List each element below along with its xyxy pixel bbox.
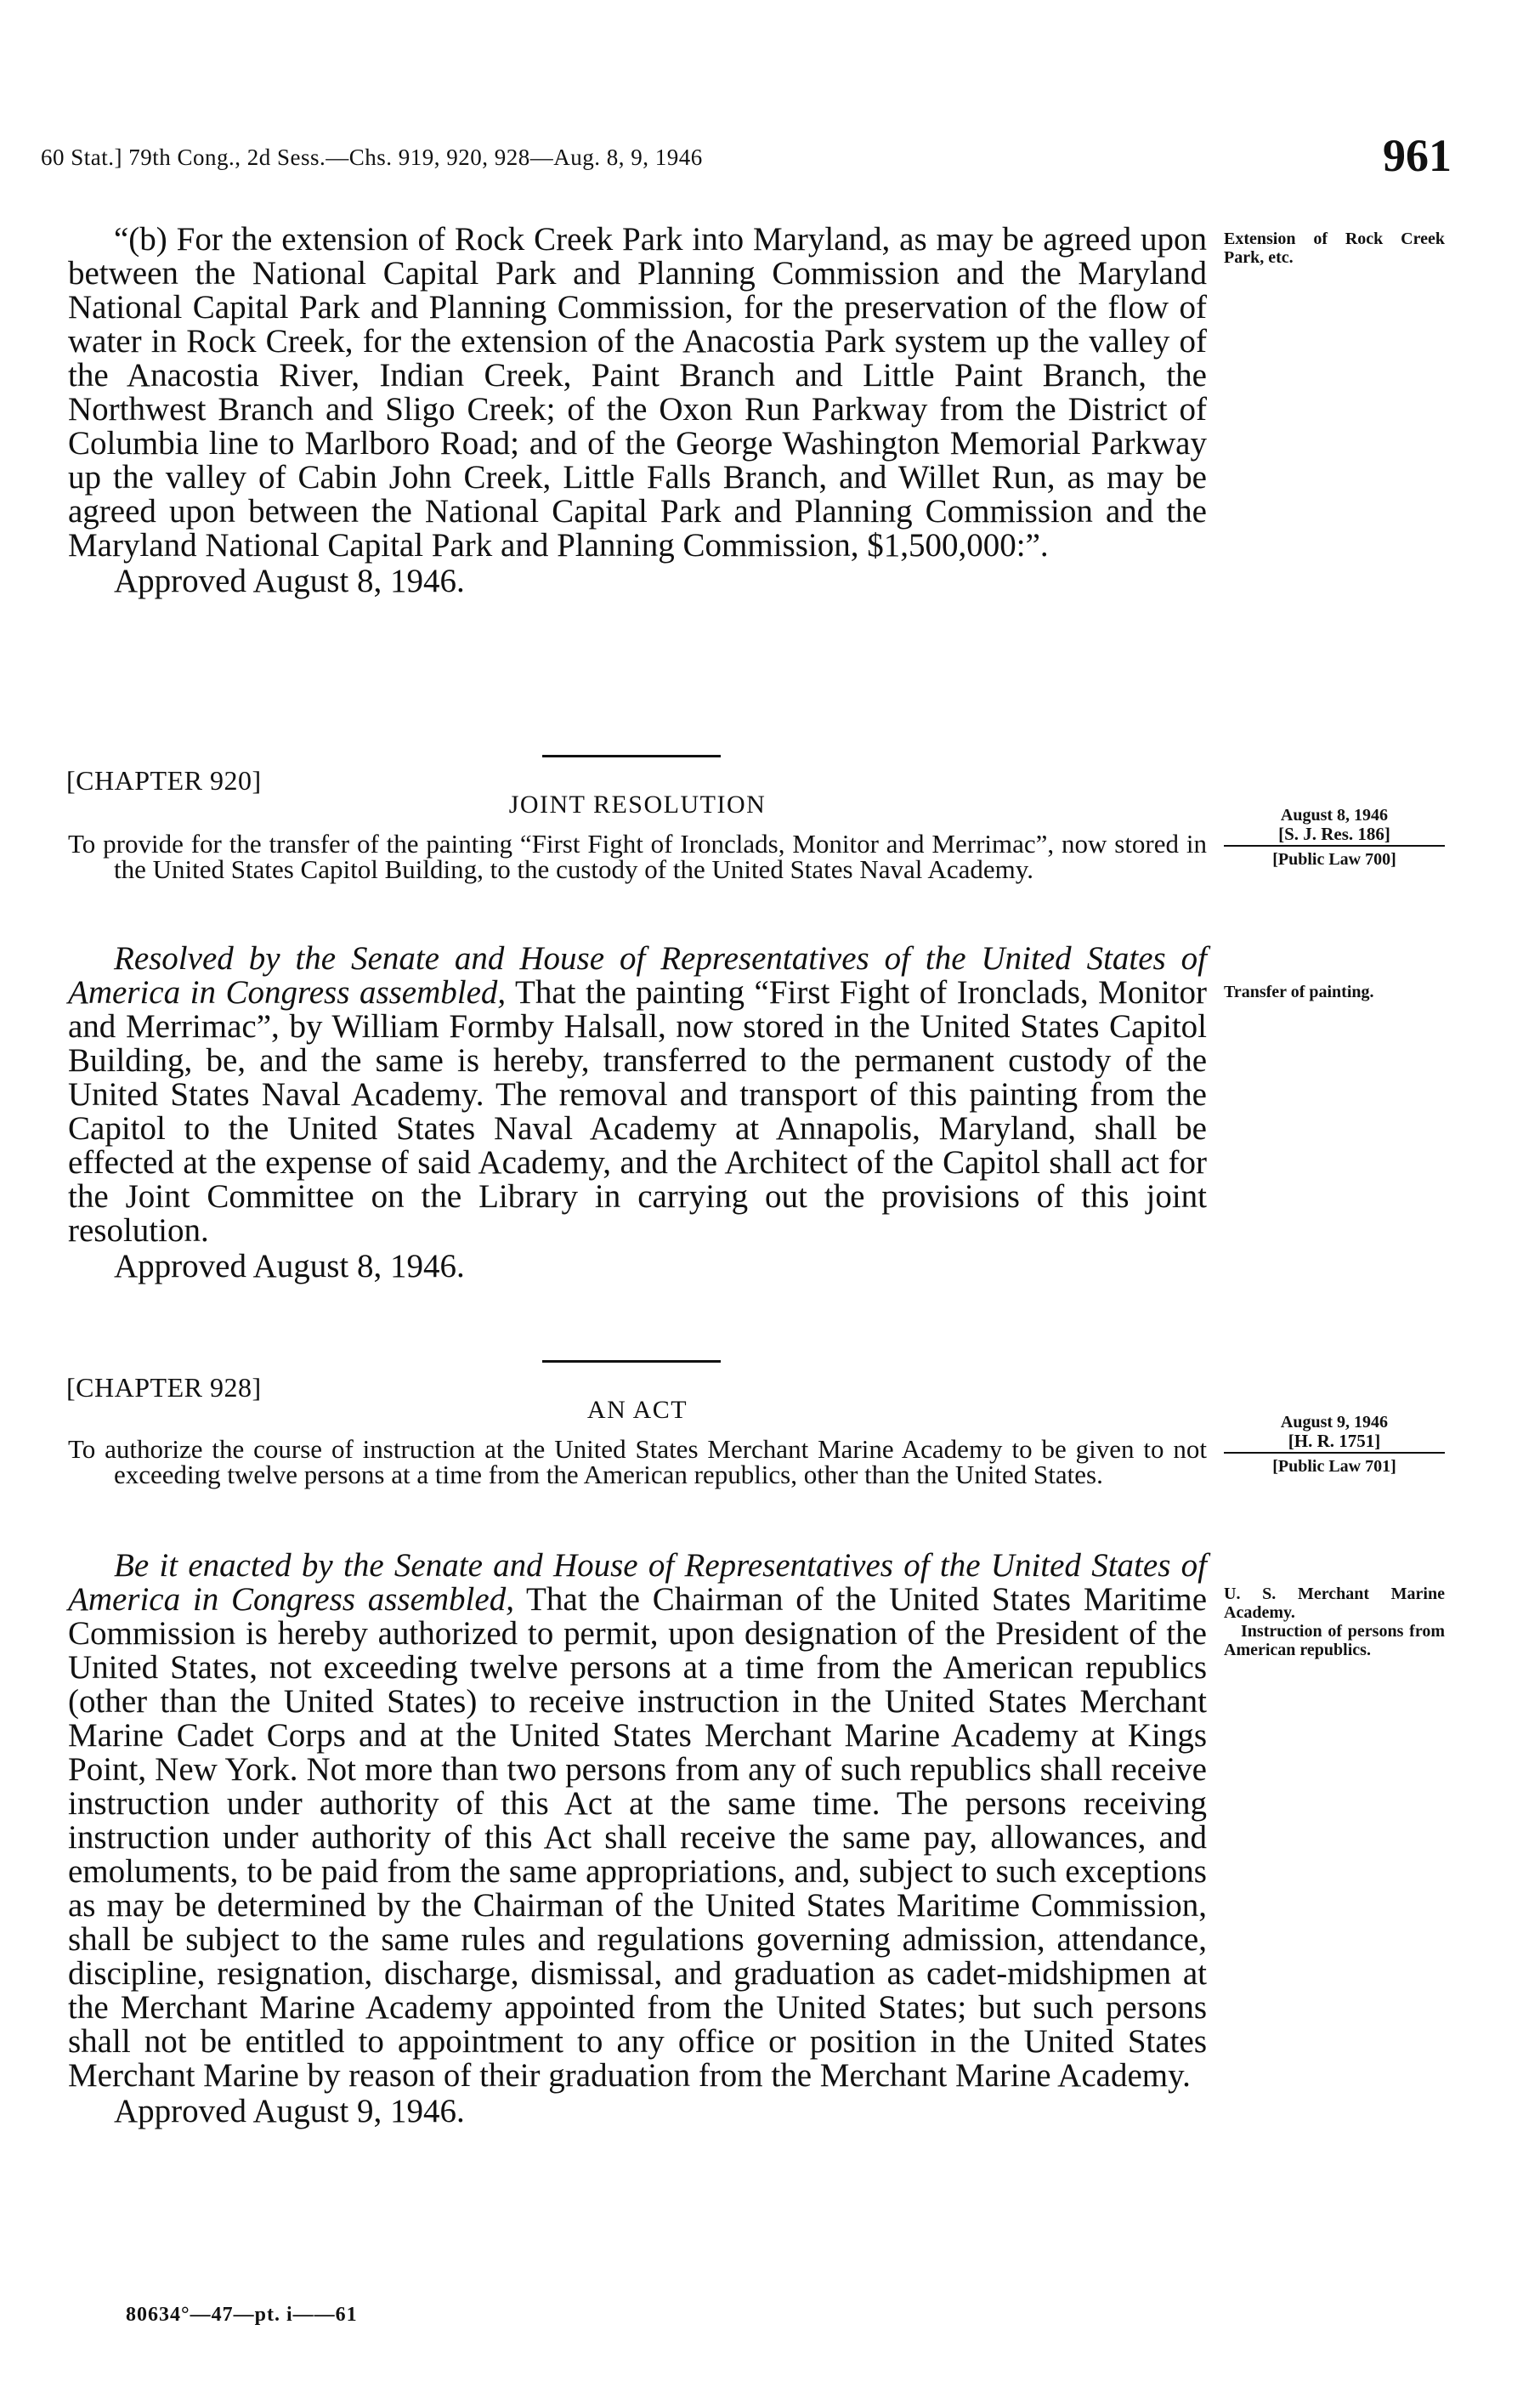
running-head-citation: 60 Stat.] 79th Cong., 2d Sess.—Chs. 919, 920, 928—Aug. 8, 9, 1946 <box>41 145 703 170</box>
margin-citation-920 <box>1224 806 1445 869</box>
approved-line-928: Approved August 9, 1946. <box>114 2093 465 2129</box>
chapter-919-section <box>68 223 1207 598</box>
margin-bill-920: [S. J. Res. 186] <box>1224 825 1445 847</box>
chapter-928-title <box>68 1434 1207 1489</box>
margin-bill-928: [H. R. 1751] <box>1224 1432 1445 1454</box>
page-number: 961 <box>1383 130 1452 181</box>
margin-public-law-928: [Public Law 701] <box>1272 1457 1396 1476</box>
margin-note-transfer-text: Transfer of painting. <box>1224 983 1374 1001</box>
rock-creek-paragraph: “(b) For the extension of Rock Creek Park into Maryland, as may be agreed upon between the National Capital Park and Planning Commission and the Maryland National Capital Park and Planning Commission, for the preservation of the flow of water in Rock Creek, for the extension of the Anacostia Park system up the valley of the Anacostia River, Indian Creek, Paint Branch and Little Paint Branch, the Northwest Branch and Sligo Creek; of the Oxon Run Parkway from the District of Columbia line to Marlboro Road; and of the George Washington Memorial Parkway up the valley of Cabin John Creek, Little Falls Branch, and Willet Run, as may be agreed upon between the National Capital Park and Planning Commission and the Maryland National Capital Park and Planning Commission, $1,500,000:”. <box>68 221 1207 564</box>
chapter-920-title-text: To provide for the transfer of the painting “First Fight of Ironclads, Monitor and Merrimac”, now stored in the United States Capitol Building, to the custody of the United States Naval Academy. <box>68 829 1207 884</box>
chapter-928-title-text: To authorize the course of instruction at the United States Merchant Marine Academy to be given to not exceeding twelve persons at a time from the American republics, other than the United States. <box>68 1434 1207 1489</box>
margin-date-928: August 9, 1946 <box>1280 1413 1389 1432</box>
act-body-text: That the Chairman of the United States Maritime Commission is hereby authorized to permit, upon designation of the President of the United States, not exceeding twelve persons at a time from the American republics (other than the United States) to receive instruction in the United States Merchant Marine Cadet Corps and at the United States Merchant Marine Academy at Kings Point, New York. Not more than two persons from any of such republics shall receive instruction under authority of this Act at the same time. The persons receiving instruction under authority of this Act shall receive the same pay, allowances, and emoluments, to be paid from the same appropriations, and, subject to such exceptions as may be determined by the Chairman of the United States Maritime Commission, shall be subject to the same rules and regulations governing admission, attendance, discipline, resignation, discharge, dismissal, and graduation as cadet-midshipmen at the Merchant Marine Academy appointed from the United States; but such persons shall not be entitled to appointment to any office or position in the United States Merchant Marine by reason of their graduation from the Merchant Marine Academy. <box>68 1581 1208 2094</box>
margin-notes-merchant-marine <box>1224 1585 1445 1659</box>
section-divider-rule <box>542 755 721 757</box>
margin-date-920: August 8, 1946 <box>1280 806 1389 825</box>
margin-note-text: Extension of Rock Creek Park, etc. <box>1224 230 1445 267</box>
chapter-920-title <box>68 831 1207 882</box>
chapter-928-body <box>68 1549 1207 2129</box>
joint-resolution-heading: JOINT RESOLUTION <box>508 791 767 819</box>
margin-public-law-920: [Public Law 700] <box>1272 850 1396 869</box>
act-heading: AN ACT <box>586 1396 688 1424</box>
chapter-920-body <box>68 942 1207 1284</box>
margin-note-instruction: Instruction of persons from American republics. <box>1224 1622 1445 1659</box>
margin-note-academy: U. S. Merchant Marine Academy. <box>1224 1585 1445 1622</box>
chapter-920-label: [CHAPTER 920] <box>66 765 262 796</box>
section-divider-rule-2 <box>542 1360 721 1363</box>
margin-note-transfer <box>1224 983 1445 1001</box>
approved-line-919: Approved August 8, 1946. <box>114 563 465 599</box>
act-paragraph <box>68 1549 1207 2093</box>
print-footer: 80634°—47—pt. i——61 <box>126 2304 358 2326</box>
resolution-paragraph <box>68 942 1207 1248</box>
margin-citation-928 <box>1224 1413 1445 1476</box>
chapter-928-label: [CHAPTER 928] <box>66 1372 262 1403</box>
margin-note-rock-creek <box>1224 230 1445 267</box>
resolved-clause: Resolved by the Senate and House of Representatives of the United States of America in Congress assembled, <box>68 940 1207 1011</box>
enacting-clause: Be it enacted by the Senate and House of Representatives of the United States of America in Congress assembled, <box>68 1547 1207 1618</box>
running-head <box>41 129 1452 189</box>
approved-line-920: Approved August 8, 1946. <box>114 1248 465 1284</box>
resolution-body-text: That the painting “First Fight of Ironclads, Monitor and Merrimac”, by William Formby Halsall, now stored in the United States Capitol Building, be, and the same is hereby, transferred to the permanent custody of the United States Naval Academy. The removal and transport of this painting from the Capitol to the United States Naval Academy at Annapolis, Maryland, shall be effected at the expense of said Academy, and the Architect of the Capitol shall act for the Joint Committee on the Library in carrying out the provisions of this joint resolution. <box>68 974 1207 1249</box>
